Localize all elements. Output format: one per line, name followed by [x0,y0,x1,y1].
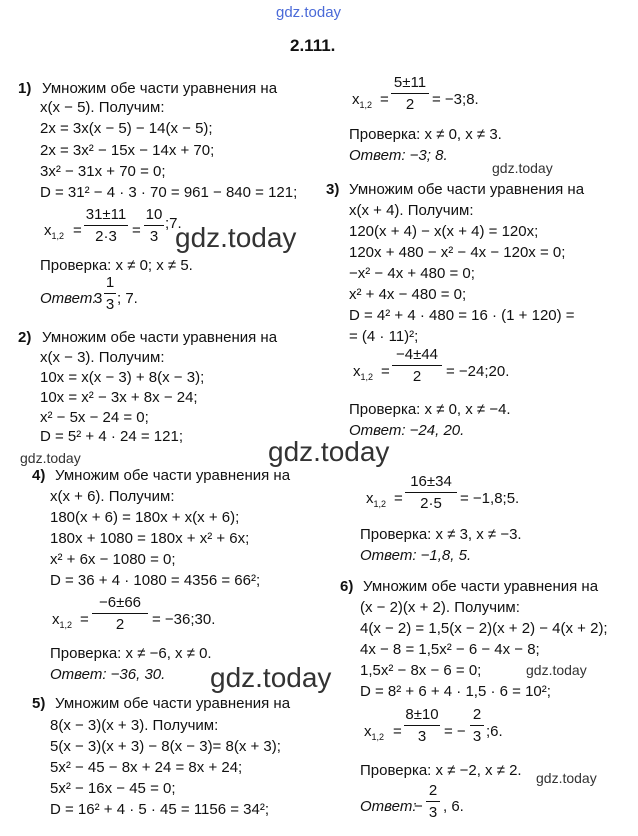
problem-3-answer: Ответ: −24, 20. [349,422,465,439]
fraction-denominator: 3 [149,228,159,245]
problem-6-eq-2: = − [444,723,466,740]
problem-6-line-6: D = 8² + 6 + 4 · 1,5 · 6 = 10²; [360,683,551,700]
problem-3-line-7: D = 4² + 4 · 480 = 16 · (1 + 120) = [349,307,575,324]
problem-6-eq: = [393,723,402,740]
problem-1-line-5: 3x² − 31x + 70 = 0; [40,163,166,180]
problem-1-eq: = [73,222,82,239]
problem-1-fraction [84,206,128,246]
problem-4-line-5: x² + 6x − 1080 = 0; [50,551,176,568]
problem-6-answer-label: Ответ: [360,798,417,815]
site-header-link[interactable]: gdz.today [276,4,342,21]
problem-2-line-2: x(x − 3). Получим: [40,349,165,366]
root-subscript: 1,2 [51,231,65,241]
problem-3-number: 3) [326,181,340,198]
fraction-bar [392,365,442,366]
root-subscript: 1,2 [59,620,73,630]
root-var: x [52,611,60,628]
page-title: 2.111. [290,36,336,55]
problem-6-line-2: (x − 2)(x + 2). Получим: [360,599,520,616]
fraction-numerator: 5±11 [393,74,427,91]
fraction-bar [104,293,116,294]
problem-5-line-1: Умножим обе части уравнения на [55,695,291,712]
problem-6-number: 6) [340,578,354,595]
problem-3-line-8: = (4 · 11)²; [349,328,419,345]
problem-2-line-5: x² − 5x − 24 = 0; [40,409,149,426]
problem-4-fraction [92,594,148,634]
watermark-logo: gdz.today [492,160,553,176]
fraction-bar [391,93,429,94]
problem-3-roots-rest: = −24;20. [446,363,510,380]
fraction-denominator: 2 [405,96,415,113]
problem-1-check: Проверка: x ≠ 0; x ≠ 5. [40,257,193,274]
problem-5-line-6: D = 16² + 4 · 5 · 45 = 1156 = 34²; [50,801,270,818]
root-var: x [366,490,374,507]
problem-4-answer: Ответ: −36, 30. [50,666,166,683]
fraction-numerator: 2 [472,706,482,723]
watermark-logo: gdz.today [268,436,390,467]
problem-5-line-5: 5x² − 16x − 45 = 0; [50,780,176,797]
problem-5-line-2: 8(x − 3)(x + 3). Получим: [50,717,219,734]
problem-4-line-6: D = 36 + 4 · 1080 = 4356 = 66²; [50,572,261,589]
problem-2-answer: Ответ: −3; 8. [349,147,448,164]
problem-4b-check: Проверка: x ≠ 3, x ≠ −3. [360,526,522,543]
problem-3-line-5: −x² − 4x + 480 = 0; [349,265,475,282]
problem-1-line-1: Умножим обе части уравнения на [42,80,278,97]
problem-1-line-6: D = 31² − 4 · 3 · 70 = 961 − 840 = 121; [40,184,298,201]
problem-4-line-2: x(x + 6). Получим: [50,488,175,505]
problem-1-fraction-2 [144,206,164,246]
problem-4-line-4: 180x + 1080 = 180x + x² + 6x; [50,530,250,547]
problem-3-line-3: 120(x + 4) − x(x + 4) = 120x; [349,223,539,240]
problem-1-answer-label: Ответ: [40,290,97,307]
problem-4b-roots-rest: = −1,8;5. [460,490,520,507]
problem-5-number: 5) [32,695,46,712]
problem-2-line-6: D = 5² + 4 · 24 = 121; [40,428,184,445]
problem-1-answer-whole: 3 [94,290,103,307]
problem-6-fraction [404,706,440,746]
problem-4-eq: = [80,611,89,628]
problem-6-line-3: 4(x − 2) = 1,5(x − 2)(x + 2) − 4(x + 2); [360,620,608,637]
fraction-numerator: −4±44 [395,346,439,363]
watermark-logo: gdz.today [526,662,587,678]
fraction-denominator: 3 [417,728,427,745]
watermark-logo: gdz.today [536,770,597,786]
fraction-denominator: 3 [472,728,482,745]
problem-3-check: Проверка: x ≠ 0, x ≠ −4. [349,401,511,418]
problem-2-line-4: 10x = x² − 3x + 8x − 24; [40,389,198,406]
fraction-bar [84,225,128,226]
problem-3-root-var [353,363,373,386]
problem-6-fraction-2 [470,706,484,746]
root-var: x [364,723,372,740]
problem-1-answer-fraction [104,274,116,314]
fraction-bar [144,225,164,226]
fraction-denominator: 3 [105,296,115,313]
problem-1-answer-rest: ; 7. [117,290,138,307]
problem-3-line-4: 120x + 480 − x² − 4x − 120x = 0; [349,244,566,261]
watermark-logo: gdz.today [20,450,81,466]
fraction-numerator: 10 [145,206,163,223]
problem-4-root-var [52,611,72,634]
fraction-numerator: 2 [428,782,438,799]
problem-6-root-var [364,723,384,746]
fraction-denominator: 3 [428,804,438,821]
root-subscript: 1,2 [371,732,385,742]
fraction-bar [470,725,484,726]
problem-6-line-4: 4x − 8 = 1,5x² − 6 − 4x − 8; [360,641,540,658]
problem-6-roots-rest: ;6. [486,723,503,740]
problem-2-eq: = [380,91,389,108]
fraction-numerator: 8±10 [405,706,439,723]
fraction-bar [405,492,457,493]
problem-4b-root-var [366,490,386,513]
root-subscript: 1,2 [373,499,387,509]
problem-2-check: Проверка: x ≠ 0, x ≠ 3. [349,126,502,143]
problem-2-line-3: 10x = x(x − 3) + 8(x − 3); [40,369,205,386]
problem-6-answer-minus: − [414,798,423,815]
problem-2-fraction [391,74,429,114]
problem-1-roots-rest: ;7. [165,215,182,232]
problem-1-number: 1) [18,80,32,97]
root-var: x [44,222,52,239]
problem-3-fraction [392,346,442,386]
fraction-denominator: 2·3 [95,228,117,245]
fraction-denominator: 2 [412,368,422,385]
problem-4b-answer: Ответ: −1,8, 5. [360,547,472,564]
problem-4b-eq: = [394,490,403,507]
problem-4-line-1: Умножим обе части уравнения на [55,467,291,484]
problem-4-number: 4) [32,467,46,484]
problem-2-number: 2) [18,329,32,346]
problem-2-roots-rest: = −3;8. [432,91,479,108]
problem-3-line-6: x² + 4x − 480 = 0; [349,286,467,303]
problem-1-line-3: 2x = 3x(x − 5) − 14(x − 5); [40,120,213,137]
problem-6-line-1: Умножим обе части уравнения на [363,578,599,595]
root-var: x [353,363,361,380]
problem-4b-fraction [405,473,457,513]
problem-1-line-4: 2x = 3x² − 15x − 14x + 70; [40,142,215,159]
fraction-bar [426,801,440,802]
root-subscript: 1,2 [359,100,373,110]
problem-1-line-2: x(x − 5). Получим: [40,99,165,116]
problem-2-root-var [352,91,372,114]
watermark-logo: gdz.today [210,662,332,693]
problem-6-answer-fraction [426,782,440,822]
root-var: x [352,91,360,108]
problem-4-check: Проверка: x ≠ −6, x ≠ 0. [50,645,212,662]
problem-5-line-3: 5(x − 3)(x + 3) − 8(x − 3)= 8(x + 3); [50,738,281,755]
problem-1-eq-2: = [132,222,141,239]
fraction-numerator: 16±34 [410,473,452,490]
fraction-bar [92,613,148,614]
problem-1-root-var [44,222,64,245]
root-subscript: 1,2 [360,372,374,382]
problem-2-line-1: Умножим обе части уравнения на [42,329,278,346]
problem-5-line-4: 5x² − 45 − 8x + 24 = 8x + 24; [50,759,243,776]
fraction-bar [404,725,440,726]
problem-4-roots-rest: = −36;30. [152,611,216,628]
fraction-denominator: 2·5 [420,495,442,512]
fraction-numerator: 1 [105,274,115,291]
problem-6-line-5: 1,5x² − 8x − 6 = 0; [360,662,482,679]
problem-6-answer-rest: , 6. [443,798,464,815]
problem-3-eq: = [381,363,390,380]
fraction-denominator: 2 [115,616,125,633]
problem-3-line-1: Умножим обе части уравнения на [349,181,585,198]
problem-4-line-3: 180(x + 6) = 180x + x(x + 6); [50,509,240,526]
problem-6-check: Проверка: x ≠ −2, x ≠ 2. [360,762,522,779]
problem-3-line-2: x(x + 4). Получим: [349,202,474,219]
fraction-numerator: 31±11 [85,206,127,223]
fraction-numerator: −6±66 [98,594,142,611]
watermark-logo: gdz.today [175,222,297,253]
